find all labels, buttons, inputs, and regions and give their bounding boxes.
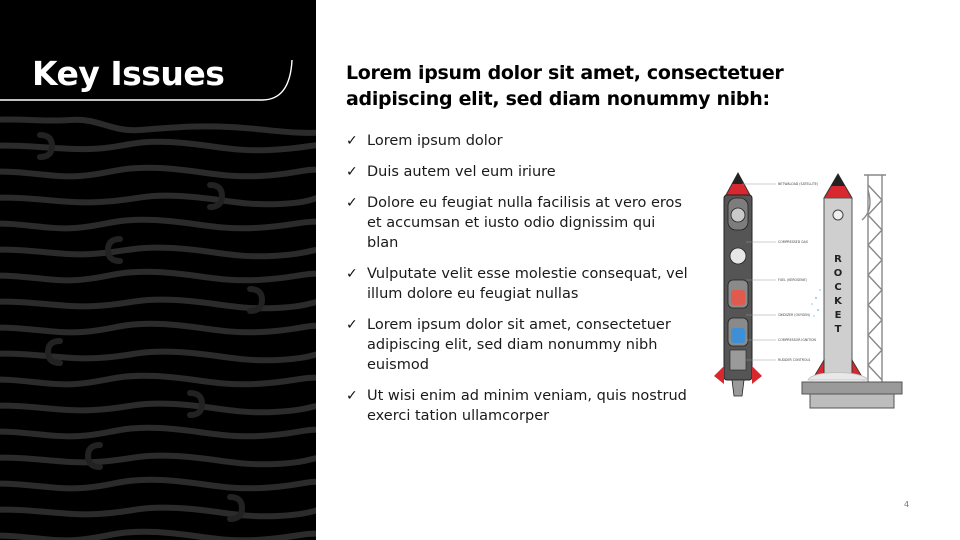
checkmark-icon: ✓ [346,266,358,282]
callout-label: OXIDIZER (OXYGEN) [778,313,811,317]
checkmark-icon: ✓ [346,195,358,211]
rocket-letter: R [834,254,842,265]
callout-label: COMPRESSOR IGNITION [778,338,816,342]
rocket-letter: E [834,310,842,321]
list-item-text: Dolore eu feugiat nulla facilisis at vero eros et accumsan et iusto odio dignissim qui blan [367,195,682,251]
list-item [346,386,691,426]
rocket-letter: K [834,296,842,307]
rocket-letter: T [834,324,842,335]
rocket-illustration [712,170,912,415]
callout-label: RUDDER CONTROLS [778,358,811,362]
list-item [346,264,691,304]
list-item [346,315,691,375]
callout-label: COMPRESSED GAS [778,240,808,244]
list-item-text: Duis autem vel eum iriure [367,164,556,180]
list-item-text: Ut wisi enim ad minim veniam, quis nostrud exerci tation ullamcorper [367,388,687,424]
checkmark-icon: ✓ [346,133,358,149]
list-item-text: Lorem ipsum dolor [367,133,503,149]
rocket-cutaway [714,173,818,396]
slide-title: Key Issues [32,54,225,93]
list-item-text: Vulputate velit esse molestie consequat, vel illum dolore eu feugiat nullas [367,266,688,302]
list-item [346,162,691,182]
page-number: 4 [904,500,910,509]
callout-label: NETWALOAD (SATELLITE) [778,182,819,186]
content-heading: Lorem ipsum dolor sit amet, consectetuer adipiscing elit, sed diam nonummy nibh: [346,62,784,110]
left-dark-panel [0,0,316,540]
checkmark-icon: ✓ [346,164,358,180]
callout-label: FUEL (KEROSENE) [778,278,807,282]
key-issues-list [346,131,691,437]
rocket-letter: C [834,282,842,293]
list-item [346,131,691,151]
list-item [346,193,691,253]
list-item-text: Lorem ipsum dolor sit amet, consectetuer adipiscing elit, sed diam nonummy nibh euismod [367,317,671,373]
rocket-letter: O [833,268,843,279]
rocket-on-launchpad [802,174,902,408]
checkmark-icon: ✓ [346,317,358,333]
checkmark-icon: ✓ [346,388,358,404]
